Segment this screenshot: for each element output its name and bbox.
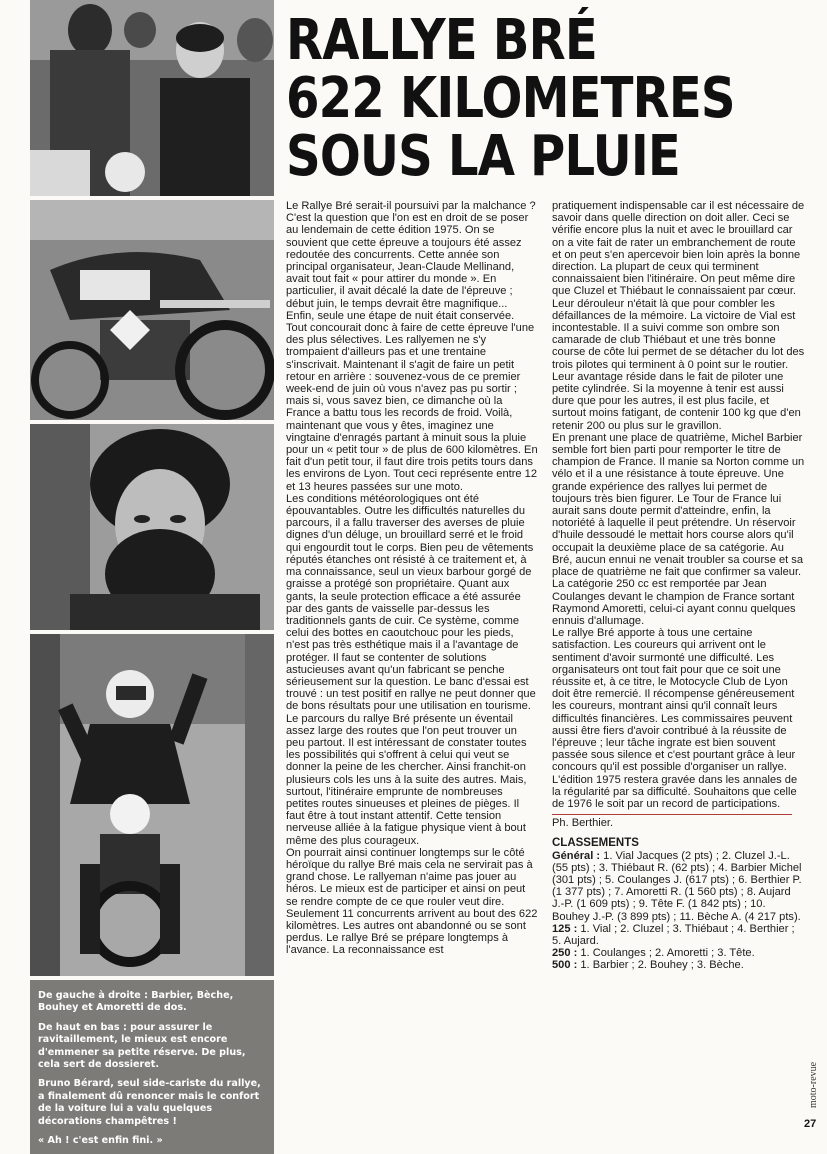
paragraph: En prenant une place de quatrième, Michel Barbier semble fort bien parti pour remporter le titre de champion de France. Il manie sa Norton comme un vélo et il a une résistance à toute épreuve. Une grande expérience des rallyes lui permet de toujours très bien figurer. Le Tour de France lui aurait sans doute permit d'atteindre, enfin, la notoriété à laquelle il peut prétendre. Un réservoir d'huile dessoudé le mettait hors course alors qu'il occupait la deuxième place de sa catégorie. Au Bré, aucun ennui ne venait troubler sa course et sa place de quatrième ne fait que confirmer sa valeur. La catégorie 250 cc est remportée par Jean Coulanges devant le champion de France sortant Raymond Amoretti, celui-ci ayant connu quelques ennuis d'allumage.: [552, 431, 805, 627]
paragraph: Le parcours du rallye Bré présente un éventail assez large des routes que l'on peut trouver un peu partout. Il est intéressant de constater toutes les possibilités qui s'offrent à celui qui veut se donner la peine de les chercher. Ainsi franchit-on plusieurs cols les uns à la suite des autres. Mais, surtout, l'itinéraire emprunte de nombreuses petites routes sinueuses et pleines de pièges. Il faut être à tout instant attentif. Cette tension nerveuse alliée à la fatigue physique vient à bout même des plus courageux.: [286, 712, 527, 847]
classement-label: 500 :: [552, 959, 578, 972]
classement-text: 1. Coulanges ; 2. Amoretti ; 3. Tête.: [577, 947, 755, 960]
page-number: 27: [804, 1118, 817, 1130]
classement-125: [552, 923, 806, 947]
paragraph: Tout concourait donc à faire de cette épreuve l'une des plus sélectives. Les rallyemen ne s'y trompaient d'ailleurs pas et une trentaine s'inscrivait. Maintenant il s'agit de faire un petit retour en arrière : souvenez-vous de ce premier week-end de juin où vous n'avez pas pu sortir ; mais si, vous savez bien, ce dimanche où la France a battu tous les records de froid. Voilà, maintenant que vous y êtes, imaginez une vingtaine d'enragés partant à minuit sous la pluie pour un « petit tour » de plus de 600 kilomètres. En fait d'un petit tour, il faut dire trois petits tours dans les environs de Lyon. Tout ceci représente entre 12 et 13 heures passées sur une moto.: [286, 322, 538, 493]
classement-label: 125 :: [552, 922, 578, 935]
classement-text: 1. Barbier ; 2. Bouhey ; 3. Bèche.: [577, 959, 744, 972]
article-headline: [286, 8, 735, 189]
paragraph: Le Rallye Bré serait-il poursuivi par la malchance ? C'est la question que l'on est en droit de se poser au lendemain de cette édition 1975. On se souvient que cette épreuve a toujours été assez redoutée des concurrents. Cette année son principal organisateur, Jean-Claude Mellinand, avait tout fait « pour attirer du monde ». En particulier, il avait décalé la date de l'épreuve ; début juin, le temps devrait être magnifique... Enfin, seule une étape de nuit était conservée.: [286, 200, 536, 322]
headline-line-1: RALLYE BRÉ: [286, 8, 597, 73]
photo-rider-helmet: [30, 634, 274, 976]
photo-riders-group: [30, 0, 274, 196]
headline-line-3: SOUS LA PLUIE: [286, 124, 680, 189]
article-column-right: [552, 200, 806, 972]
caption-2: De haut en bas : pour assurer le ravitaillement, le mieux est encore d'emmener sa petite réserve. De plus, cela sert de dossieret.: [38, 1021, 246, 1071]
classement-text: 1. Vial ; 2. Cluzel ; 3. Thiébaut ; 4. Berthier ; 5. Aujard.: [552, 922, 795, 947]
classement-label: Général :: [552, 849, 601, 862]
paragraph: On pourrait ainsi continuer longtemps sur le côté héroïque du rallye Bré mais cela ne servirait pas à grand chose. Le rallyeman n'aime pas jouer au héros. Le mieux est de participer et ainsi on peut se rendre compte de ce que rouler veut dire.: [286, 846, 533, 908]
caption-1: De gauche à droite : Barbier, Bèche, Bouhey et Amoretti de dos.: [38, 990, 234, 1014]
photo-motorcycle: [30, 200, 274, 420]
paragraph: Les conditions météorologiques ont été épouvantables. Outre les difficultés naturelles du parcours, il a fallu traverser des averses de pluie dignes d'un déluge, un brouillard serré et le froid qui engourdit tout le corps. Bien peu de vêtements réputés étanches ont résisté à ce traitement et, à ma connaissance, seul un vieux barbour gorgé de graisse a protégé son propriétaire. Quant aux gants, la seule protection efficace a été assurée par des gants de vaisselle par-dessus les traditionnels gants de cuir. Ce système, comme celui des bottes en caoutchouc pour les pieds, n'est pas très esthétique mais il a l'avantage de protéger. Il faut se contenter de solutions astucieuses avant qu'un fabricant se penche sérieusement sur la question. Le banc d'essai est trouvé : un test positif en rallye ne peut donner que de bons résultats pour une utilisation en tourisme.: [286, 492, 536, 713]
headline-line-2: 622 KILOMETRES: [286, 66, 735, 131]
caption-4: « Ah ! c'est enfin fini. »: [38, 1135, 163, 1147]
article-column-left: [286, 200, 538, 957]
paragraph: Le rallye Bré apporte à tous une certaine satisfaction. Les coureurs qui arrivent ont le sentiment d'avoir surmonté une difficulté. Les organisateurs ont tout fait pour que ce soit une réussite et, à ce titre, le Motocycle Club de Lyon doit être remercié. Il récompense généreusement les coureurs, montrant ainsi qu'il connaît leurs difficultés financières. Les commissaires peuvent aussi être fiers d'avoir contribué à la réussite de l'épreuve ; leur tâche ingrate est bien souvent passée sous silence et c'est pourtant grâce à leur concours qu'il est possible d'organiser un rallye. L'édition 1975 restera gravée dans les annales de la régularité par sa difficulté. Souhaitons que celle de 1976 le soit par un record de participations.: [552, 627, 798, 810]
classements-title: CLASSEMENTS: [552, 837, 639, 850]
classement-label: 250 :: [552, 947, 578, 960]
magazine-name: moto-revue: [808, 1061, 819, 1108]
photo-bearded-rider: [30, 424, 274, 630]
classement-general: [552, 850, 806, 923]
paragraph: Seulement 11 concurrents arrivent au bout des 622 kilomètres. Les autres ont abandonné ou se sont perdus. Le rallye Bré se prépare longtemps à l'avance. La reconnaissance est: [286, 907, 538, 957]
classement-text: 1. Vial Jacques (2 pts) ; 2. Cluzel J.-L. (55 pts) ; 3. Thiébaut R. (62 pts) ; 4. Barbier Michel (301 pts) ; 5. Coulanges J. (617 pts) ; 6. Berthier P. (1 377 pts) ; 7. Amoretti R. (1 560 pts) ; 8. Aujard J.-P. (1 609 pts) ; 9. Tête F. (1 842 pts) ; 10. Bouhey J.-P. (3 899 pts) ; 11. Bèche A. (4 217 pts).: [552, 849, 802, 923]
classement-500: [552, 959, 806, 971]
classement-250: [552, 947, 806, 959]
photo-credit: Ph. Berthier.: [552, 814, 792, 829]
paragraph: pratiquement indispensable car il est nécessaire de savoir dans quelle direction on doit aller. Ceci se vérifie encore plus la nuit et avec le brouillard car on a vite fait de rater un embranchement de route et on peut s'en apercevoir bien loin après la bonne direction. La plupart de ceux qui terminent connaissaient bien l'itinéraire. On peut même dire que Cluzel et Thiébaut le connaissaient par cœur. Leur dérouleur n'était là que pour combler les défaillances de la mémoire. La victoire de Vial est incontestable. Il a suivi comme son ombre son camarade de club Thiébaut et une très bonne course de côte lui permet de se détacher du lot des trois pilotes qui terminent à 0 point sur le routier. Leur avantage réside dans le fait de piloter une petite cylindrée. Si la moyenne à tenir est aussi dure que pour les autres, il est plus facile, et surtout moins fatigant, de contenir 100 kg que d'en retenir 200 ou plus sur le gravillon.: [552, 200, 805, 432]
photo-caption-box: [30, 980, 274, 1154]
caption-3: Bruno Bérard, seul side-cariste du rallye, a finalement dû renoncer mais le confort de la voiture lui a valu quelques décorations champêtres !: [38, 1078, 261, 1127]
